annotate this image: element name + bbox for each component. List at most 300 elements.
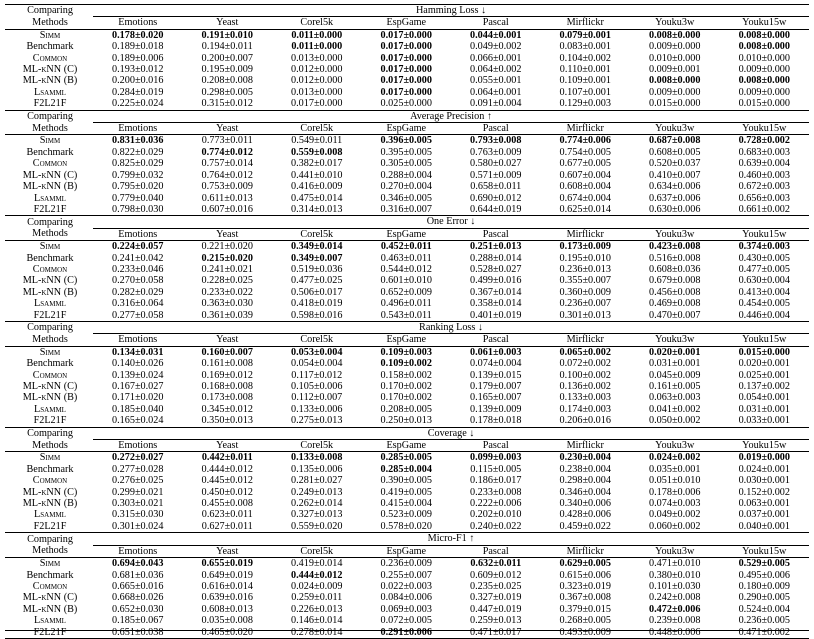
dataset-header: Youku15w <box>720 545 810 557</box>
dataset-header: EspGame <box>362 334 452 346</box>
table-cell: 0.580±0.027 <box>470 158 522 170</box>
dataset-header: Youku15w <box>720 228 810 240</box>
dataset-header: Emotions <box>93 17 183 29</box>
dataset-header: Pascal <box>451 334 541 346</box>
table-cell: 0.442±0.011 <box>201 452 253 464</box>
table-cell: 0.195±0.009 <box>201 64 253 76</box>
table-cell: 0.608±0.004 <box>559 181 611 193</box>
table-cell: 0.395±0.005 <box>380 146 432 158</box>
table-cell: 0.008±0.000 <box>738 41 790 53</box>
table-cell: 0.637±0.006 <box>649 192 701 204</box>
table-cell: 0.065±0.002 <box>559 346 611 358</box>
method-name: Lsamml <box>34 403 66 415</box>
table-cell: 0.262±0.014 <box>291 498 343 510</box>
table-row <box>5 264 809 275</box>
table-row <box>5 627 809 639</box>
table-row <box>5 310 809 322</box>
table-cell: 0.499±0.016 <box>470 275 522 287</box>
comparing-label: Comparing <box>5 110 93 122</box>
table-cell: 0.115±0.005 <box>470 463 522 475</box>
table-cell: 0.017±0.000 <box>380 29 432 41</box>
table-cell: 0.040±0.001 <box>738 520 790 532</box>
table-cell: 0.117±0.012 <box>291 369 343 381</box>
table-cell: 0.601±0.010 <box>380 275 432 287</box>
method-name: Benchmark <box>26 358 74 370</box>
table-cell: 0.441±0.010 <box>291 169 343 181</box>
table-cell: 0.299±0.021 <box>112 486 164 498</box>
dataset-header: Yeast <box>183 123 273 135</box>
table-row <box>5 452 809 464</box>
table-row <box>5 487 809 498</box>
table-cell: 0.623±0.011 <box>201 509 253 521</box>
results-table-container <box>5 4 809 639</box>
table-cell: 0.459±0.022 <box>559 520 611 532</box>
table-cell: 0.416±0.009 <box>291 181 343 193</box>
table-cell: 0.298±0.005 <box>201 86 253 98</box>
table-cell: 0.173±0.008 <box>201 392 253 404</box>
dataset-header: Pascal <box>451 17 541 29</box>
table-cell: 0.639±0.016 <box>201 592 253 604</box>
table-cell: 0.191±0.010 <box>201 29 253 41</box>
table-cell: 0.608±0.036 <box>649 263 701 275</box>
table-cell: 0.754±0.005 <box>559 146 611 158</box>
table-cell: 0.355±0.007 <box>559 275 611 287</box>
table-cell: 0.822±0.029 <box>112 146 164 158</box>
table-cell: 0.430±0.005 <box>738 252 790 264</box>
dataset-header: Emotions <box>93 123 183 135</box>
table-cell: 0.017±0.000 <box>291 98 343 110</box>
comparing-label: Comparing <box>5 5 93 17</box>
table-row <box>5 75 809 86</box>
table-cell: 0.044±0.001 <box>470 29 522 41</box>
dataset-header: Mirflickr <box>541 228 631 240</box>
table-cell: 0.380±0.010 <box>649 569 701 581</box>
table-row <box>5 592 809 603</box>
table-cell: 0.379±0.015 <box>559 603 611 615</box>
table-cell: 0.134±0.031 <box>112 346 164 358</box>
table-cell: 0.444±0.012 <box>201 463 253 475</box>
method-name: ML-kNN (B) <box>22 286 78 298</box>
table-cell: 0.323±0.019 <box>559 580 611 592</box>
table-cell: 0.015±0.000 <box>649 98 701 110</box>
dataset-header: Corel5k <box>272 334 362 346</box>
table-cell: 0.694±0.043 <box>112 558 164 570</box>
table-cell: 0.346±0.004 <box>559 486 611 498</box>
method-name: Lsamml <box>34 298 66 310</box>
method-name: Benchmark <box>26 252 74 264</box>
method-name: Benchmark <box>26 569 74 581</box>
table-cell: 0.773±0.011 <box>201 135 253 147</box>
table-cell: 0.161±0.008 <box>201 358 253 370</box>
table-cell: 0.665±0.016 <box>112 580 164 592</box>
table-cell: 0.079±0.001 <box>559 29 611 41</box>
table-cell: 0.206±0.016 <box>559 415 611 427</box>
method-name: F2L21F <box>33 309 67 321</box>
table-cell: 0.041±0.002 <box>649 403 701 415</box>
table-cell: 0.475±0.014 <box>291 192 343 204</box>
table-cell: 0.278±0.014 <box>272 627 362 639</box>
table-row <box>5 570 809 581</box>
table-cell: 0.259±0.011 <box>291 592 343 604</box>
table-cell: 0.072±0.005 <box>380 615 432 627</box>
table-cell: 0.178±0.020 <box>112 29 164 41</box>
table-cell: 0.496±0.011 <box>380 298 432 310</box>
table-cell: 0.793±0.008 <box>470 135 522 147</box>
method-name: Common <box>32 369 68 381</box>
table-cell: 0.152±0.002 <box>738 486 790 498</box>
method-name: Common <box>32 52 68 64</box>
table-cell: 0.774±0.006 <box>559 135 611 147</box>
table-cell: 0.672±0.003 <box>738 181 790 193</box>
method-name: F2L21F <box>33 98 67 110</box>
table-cell: 0.251±0.013 <box>470 241 522 253</box>
table-cell: 0.544±0.012 <box>380 263 432 275</box>
table-cell: 0.031±0.001 <box>649 358 701 370</box>
table-cell: 0.268±0.005 <box>559 615 611 627</box>
table-cell: 0.516±0.008 <box>649 252 701 264</box>
table-cell: 0.493±0.009 <box>541 627 631 639</box>
table-cell: 0.315±0.030 <box>112 509 164 521</box>
table-cell: 0.447±0.019 <box>470 603 522 615</box>
table-cell: 0.656±0.003 <box>738 192 790 204</box>
table-cell: 0.288±0.014 <box>470 252 522 264</box>
table-cell: 0.240±0.022 <box>470 520 522 532</box>
table-cell: 0.495±0.006 <box>738 569 790 581</box>
method-name: Lsamml <box>34 615 66 627</box>
table-cell: 0.463±0.011 <box>380 252 432 264</box>
column-header-row <box>5 440 809 452</box>
table-row <box>5 41 809 52</box>
table-cell: 0.270±0.004 <box>380 181 432 193</box>
table-cell: 0.238±0.004 <box>559 463 611 475</box>
table-cell: 0.314±0.013 <box>291 203 343 215</box>
table-cell: 0.651±0.038 <box>93 627 183 639</box>
method-name: ML-kNN (B) <box>22 498 78 510</box>
table-cell: 0.140±0.026 <box>112 358 164 370</box>
method-name: ML-kNN (B) <box>22 392 78 404</box>
table-cell: 0.045±0.009 <box>649 369 701 381</box>
table-cell: 0.524±0.004 <box>738 603 790 615</box>
table-cell: 0.025±0.000 <box>380 98 432 110</box>
table-row <box>5 241 809 253</box>
table-cell: 0.019±0.000 <box>738 452 790 464</box>
table-cell: 0.301±0.024 <box>112 520 164 532</box>
table-cell: 0.361±0.039 <box>201 309 253 321</box>
table-cell: 0.173±0.009 <box>559 241 611 253</box>
table-row <box>5 370 809 381</box>
table-cell: 0.008±0.000 <box>738 29 790 41</box>
table-cell: 0.250±0.013 <box>380 415 432 427</box>
table-cell: 0.763±0.009 <box>470 146 522 158</box>
table-cell: 0.285±0.004 <box>380 463 432 475</box>
table-cell: 0.069±0.003 <box>380 603 432 615</box>
table-cell: 0.418±0.019 <box>291 298 343 310</box>
table-cell: 0.012±0.000 <box>291 64 343 76</box>
table-cell: 0.452±0.011 <box>380 241 432 253</box>
table-cell: 0.185±0.040 <box>112 403 164 415</box>
column-header-row <box>5 123 809 135</box>
table-cell: 0.448±0.006 <box>630 627 720 639</box>
table-cell: 0.055±0.001 <box>470 75 522 87</box>
table-row <box>5 98 809 110</box>
table-cell: 0.350±0.013 <box>201 415 253 427</box>
table-row <box>5 558 809 570</box>
metric-title: Coverage ↓ <box>93 427 809 439</box>
table-cell: 0.010±0.000 <box>649 52 701 64</box>
method-name: Lsamml <box>34 509 66 521</box>
table-row <box>5 615 809 626</box>
table-cell: 0.529±0.005 <box>738 558 790 570</box>
table-cell: 0.241±0.021 <box>201 263 253 275</box>
table-row <box>5 521 809 533</box>
table-bottom-double-rule <box>5 630 809 631</box>
table-cell: 0.419±0.005 <box>380 486 432 498</box>
metric-title: Micro-F1 ↑ <box>93 533 809 545</box>
dataset-header: Youku3w <box>630 545 720 557</box>
table-cell: 0.632±0.011 <box>470 558 522 570</box>
table-cell: 0.578±0.020 <box>380 520 432 532</box>
table-cell: 0.193±0.012 <box>112 64 164 76</box>
dataset-header: EspGame <box>362 440 452 452</box>
table-cell: 0.831±0.036 <box>112 135 164 147</box>
table-cell: 0.630±0.006 <box>649 203 701 215</box>
table-cell: 0.690±0.012 <box>470 192 522 204</box>
table-cell: 0.305±0.005 <box>380 158 432 170</box>
table-cell: 0.139±0.015 <box>470 369 522 381</box>
table-cell: 0.129±0.003 <box>559 98 611 110</box>
table-cell: 0.236±0.013 <box>559 263 611 275</box>
table-cell: 0.022±0.003 <box>380 580 432 592</box>
dataset-header: Corel5k <box>272 228 362 240</box>
table-cell: 0.239±0.008 <box>649 615 701 627</box>
table-cell: 0.008±0.000 <box>649 75 701 87</box>
table-cell: 0.054±0.004 <box>291 358 343 370</box>
table-cell: 0.101±0.030 <box>649 580 701 592</box>
table-cell: 0.020±0.001 <box>649 346 701 358</box>
method-name: ML-kNN (C) <box>22 381 78 392</box>
table-cell: 0.009±0.000 <box>738 64 790 76</box>
table-cell: 0.764±0.012 <box>201 169 253 181</box>
table-row <box>5 87 809 98</box>
table-cell: 0.390±0.005 <box>380 475 432 487</box>
table-cell: 0.189±0.006 <box>112 52 164 64</box>
table-cell: 0.233±0.022 <box>201 286 253 298</box>
table-cell: 0.454±0.005 <box>738 298 790 310</box>
table-cell: 0.009±0.000 <box>738 86 790 98</box>
methods-label: Methods <box>5 123 93 135</box>
table-cell: 0.345±0.012 <box>201 403 253 415</box>
table-cell: 0.683±0.003 <box>738 146 790 158</box>
table-cell: 0.063±0.003 <box>649 392 701 404</box>
table-cell: 0.249±0.013 <box>291 486 343 498</box>
column-header-row <box>5 228 809 240</box>
table-cell: 0.469±0.008 <box>649 298 701 310</box>
table-cell: 0.413±0.004 <box>738 286 790 298</box>
table-cell: 0.625±0.014 <box>559 203 611 215</box>
table-cell: 0.630±0.004 <box>738 275 790 287</box>
dataset-header: Youku15w <box>720 17 810 29</box>
table-cell: 0.284±0.019 <box>112 86 164 98</box>
table-cell: 0.035±0.008 <box>201 615 253 627</box>
table-cell: 0.367±0.014 <box>470 286 522 298</box>
table-cell: 0.661±0.002 <box>738 203 790 215</box>
table-cell: 0.327±0.013 <box>291 509 343 521</box>
table-cell: 0.285±0.005 <box>380 452 432 464</box>
metric-title: Ranking Loss ↓ <box>93 321 809 333</box>
table-cell: 0.728±0.002 <box>738 135 790 147</box>
table-cell: 0.679±0.008 <box>649 275 701 287</box>
table-cell: 0.024±0.002 <box>649 452 701 464</box>
table-cell: 0.074±0.004 <box>470 358 522 370</box>
table-cell: 0.288±0.004 <box>380 169 432 181</box>
table-cell: 0.677±0.005 <box>559 158 611 170</box>
table-cell: 0.477±0.025 <box>291 275 343 287</box>
table-cell: 0.472±0.006 <box>649 603 701 615</box>
table-cell: 0.035±0.001 <box>649 463 701 475</box>
method-name: Common <box>32 475 68 487</box>
table-cell: 0.137±0.002 <box>738 381 790 392</box>
comparing-label: Comparing <box>5 321 93 333</box>
table-cell: 0.753±0.009 <box>201 181 253 193</box>
table-cell: 0.074±0.003 <box>649 498 701 510</box>
table-cell: 0.025±0.001 <box>738 369 790 381</box>
table-cell: 0.010±0.000 <box>738 52 790 64</box>
table-cell: 0.396±0.005 <box>380 135 432 147</box>
table-cell: 0.161±0.005 <box>649 381 701 392</box>
table-cell: 0.050±0.002 <box>649 415 701 427</box>
table-cell: 0.349±0.014 <box>291 241 343 253</box>
table-cell: 0.169±0.012 <box>201 369 253 381</box>
method-name: Common <box>32 158 68 170</box>
table-cell: 0.133±0.006 <box>291 403 343 415</box>
table-cell: 0.061±0.003 <box>470 346 522 358</box>
metric-title: Average Precision ↑ <box>93 110 809 122</box>
table-cell: 0.301±0.013 <box>559 309 611 321</box>
table-cell: 0.222±0.006 <box>470 498 522 510</box>
table-cell: 0.189±0.018 <box>112 41 164 53</box>
table-cell: 0.649±0.019 <box>201 569 253 581</box>
table-row <box>5 604 809 615</box>
table-cell: 0.167±0.027 <box>112 381 164 392</box>
table-cell: 0.109±0.001 <box>559 75 611 87</box>
table-cell: 0.178±0.006 <box>649 486 701 498</box>
table-cell: 0.798±0.030 <box>112 203 164 215</box>
table-cell: 0.528±0.027 <box>470 263 522 275</box>
table-cell: 0.340±0.006 <box>559 498 611 510</box>
table-cell: 0.236±0.007 <box>559 298 611 310</box>
table-cell: 0.367±0.008 <box>559 592 611 604</box>
dataset-header: Pascal <box>451 123 541 135</box>
table-cell: 0.559±0.020 <box>291 520 343 532</box>
table-cell: 0.627±0.011 <box>201 520 253 532</box>
dataset-header: Youku3w <box>630 228 720 240</box>
table-cell: 0.235±0.025 <box>470 580 522 592</box>
method-name: Lsamml <box>34 192 66 204</box>
metric-title: Hamming Loss ↓ <box>93 5 809 17</box>
table-row <box>5 64 809 75</box>
method-name: ML-kNN (C) <box>22 275 78 287</box>
table-cell: 0.255±0.007 <box>380 569 432 581</box>
table-cell: 0.228±0.025 <box>201 275 253 287</box>
table-cell: 0.456±0.008 <box>649 286 701 298</box>
table-row <box>5 509 809 520</box>
dataset-header: Corel5k <box>272 123 362 135</box>
dataset-header: Youku15w <box>720 440 810 452</box>
method-name: ML-kNN (C) <box>22 169 78 181</box>
dataset-header: Youku15w <box>720 123 810 135</box>
table-cell: 0.477±0.005 <box>738 263 790 275</box>
method-name: F2L21F <box>5 627 93 639</box>
table-row <box>5 581 809 592</box>
table-row <box>5 181 809 192</box>
table-cell: 0.139±0.024 <box>112 369 164 381</box>
table-cell: 0.233±0.008 <box>470 486 522 498</box>
table-cell: 0.233±0.046 <box>112 263 164 275</box>
method-name: Benchmark <box>26 146 74 158</box>
table-cell: 0.051±0.010 <box>649 475 701 487</box>
metric-header-row <box>5 216 809 228</box>
table-cell: 0.008±0.000 <box>738 75 790 87</box>
table-cell: 0.616±0.014 <box>201 580 253 592</box>
table-cell: 0.186±0.017 <box>470 475 522 487</box>
method-name: Common <box>32 580 68 592</box>
method-name: Common <box>32 263 68 275</box>
dataset-header: Youku3w <box>630 334 720 346</box>
table-cell: 0.506±0.017 <box>291 286 343 298</box>
table-cell: 0.634±0.006 <box>649 181 701 193</box>
method-name: ML-kNN (B) <box>22 603 78 615</box>
table-cell: 0.064±0.001 <box>470 86 522 98</box>
dataset-header: Yeast <box>183 545 273 557</box>
dataset-header: EspGame <box>362 545 452 557</box>
table-cell: 0.017±0.000 <box>380 52 432 64</box>
table-row <box>5 193 809 204</box>
table-cell: 0.825±0.029 <box>112 158 164 170</box>
table-cell: 0.349±0.007 <box>291 252 343 264</box>
table-cell: 0.401±0.019 <box>470 309 522 321</box>
dataset-header: Emotions <box>93 228 183 240</box>
table-cell: 0.520±0.037 <box>649 158 701 170</box>
table-cell: 0.221±0.020 <box>201 241 253 253</box>
table-cell: 0.104±0.002 <box>559 52 611 64</box>
table-cell: 0.049±0.002 <box>470 41 522 53</box>
table-cell: 0.382±0.017 <box>291 158 343 170</box>
method-name: F2L21F <box>33 203 67 215</box>
table-cell: 0.146±0.014 <box>291 615 343 627</box>
table-cell: 0.168±0.008 <box>201 381 253 392</box>
method-name: Benchmark <box>26 41 74 53</box>
table-row <box>5 464 809 475</box>
table-cell: 0.419±0.014 <box>291 558 343 570</box>
table-cell: 0.009±0.000 <box>649 86 701 98</box>
table-cell: 0.543±0.011 <box>380 309 432 321</box>
table-row <box>5 275 809 286</box>
table-cell: 0.236±0.009 <box>380 558 432 570</box>
table-cell: 0.598±0.016 <box>291 309 343 321</box>
table-cell: 0.165±0.024 <box>112 415 164 427</box>
dataset-header: Mirflickr <box>541 123 631 135</box>
dataset-header: Pascal <box>451 545 541 557</box>
table-cell: 0.779±0.040 <box>112 192 164 204</box>
table-row <box>5 158 809 169</box>
dataset-header: Emotions <box>93 545 183 557</box>
table-cell: 0.180±0.009 <box>738 580 790 592</box>
table-row <box>5 298 809 309</box>
table-cell: 0.455±0.008 <box>201 498 253 510</box>
dataset-header: EspGame <box>362 123 452 135</box>
table-cell: 0.652±0.030 <box>112 603 164 615</box>
table-row <box>5 204 809 216</box>
